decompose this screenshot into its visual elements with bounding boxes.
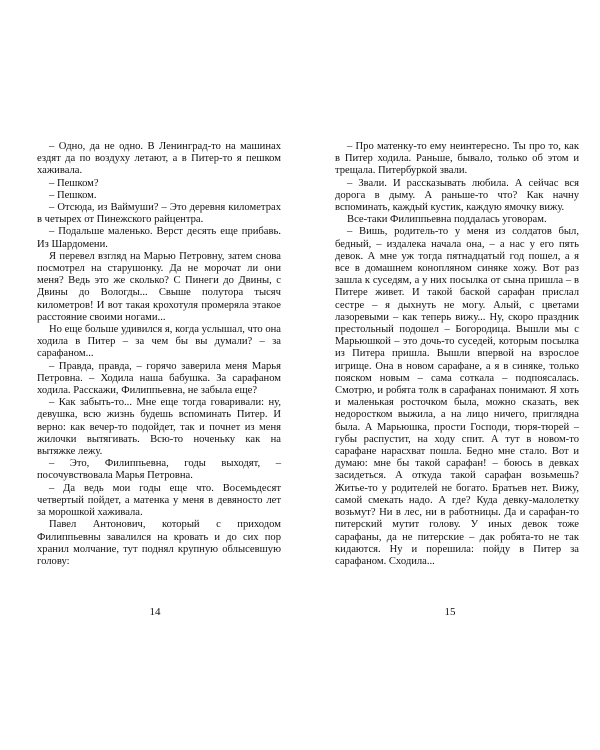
paragraph: Все-таки Филиппьевна поддалась уговорам.	[347, 214, 547, 226]
paragraph: – Да ведь мои годы еще что. Восемьдесят четвертый пойдет, а матенка у меня в девяносто лет за морошкой хаживала.	[37, 482, 281, 519]
paragraph: – Правда, правда, – горячо заверила меня Марья Петровна. – Ходила наша бабушка. За сарафаном ходила. Расскажи, Филиппьевна, не забыла еще?	[37, 360, 281, 397]
paragraph: – Вишь, родитель-то у меня из солдатов был, бедный, – издалека начала она, – а нас у его пять девок. А мне уж тогда пятнадцатый год пошел, а я все в домашнем конопляном синяке хожу. Вот раз зашла к суседям, а у них посылка от сына пришла – в Питере живет. И такой баской сарафан прислал сестре – я дыхнуть не могу. Алый, с цветами лазоревыми – как теперь вижу... Ну, скоро праздник престольный подошел – Богородица. Вышли мы с Марьюшкой – это дочь-то суседей, которым посылка из Питера пришла. Вышли впервой на взрослое игрище. Она в новом сарафане, а я в синяке, только пояском новым – сама соткала – подпоясалась. Смотрю, и робята толк в сарафанах понимают. Я хоть и маленькая росточком была, можно сказать, век недоростком выжила, а на лицо ничего, приглядна была. А Марьюшка, прости Господи, тюря-тюрей – губы распустит, на ходу спит. А тут в новом-то сарафане нарасхват пошла. Бедно мне стало. Вот и думаю: мне бы такой сарафан! – боюсь в девках засидеться. А откуда такой сарафан возьмешь? Житье-то у родителей не богато. Братьев нет. Вижу, самой смекать надо. А где? Куда девку-малолетку возьмут? Ни в лес, ни в работницы. Да и сарафан-то питерский мутит голову. У иных девок тоже сарафаны, да не питерские – дак робята-то не так кидаются. Ну и порешила: пойду в Питер за сарафаном. Сходила...	[335, 226, 579, 567]
paragraph: Я перевел взгляд на Марью Петровну, затем снова посмотрел на старушонку. Да не морочат ли они меня? Ведь это же сколько? С Пинеги до Двины, с Двины до Вологды... Свыше полутора тысяч километров! И вот такая крохотуля промеряла этакое расстояние своими ногами...	[37, 250, 281, 323]
paragraph: – Как забыть-то... Мне еще тогда говаривали: ну, девушка, всю жизнь будешь вспоминать Питер. И верно: как вечер-то подойдет, так и почнет из меня жилочки вытягивать. Всю-то ноченьку как на вытяжке лежу.	[37, 397, 281, 458]
paragraph: – Про матенку-то ему неинтересно. Ты про то, как в Питер ходила. Раньше, бывало, только об этом и трещала. Питербуркой звали.	[335, 141, 579, 177]
paragraph: Но еще больше удивился я, когда услышал, что она ходила в Питер – за чем бы вы думали? – за сарафаном...	[37, 324, 281, 360]
paragraph: – Подальше маленько. Верст десять еще прибавь. Из Шардомени.	[37, 226, 281, 250]
paragraph: – Отсюда, из Ваймуши? – Это деревня километрах в четырех от Пинежского райцентра.	[37, 202, 281, 226]
paragraph: – Это, Филиппьевна, годы выходят, – посочувствовала Марья Петровна.	[37, 458, 281, 482]
page-number: 14	[149, 606, 161, 618]
right-page	[300, 0, 600, 750]
left-page-text	[37, 141, 281, 568]
paragraph: Павел Антонович, который с приходом Филиппьевны завалился на кровать и до сих пор хранил молчание, тут поднял крупную облысевшую голову:	[37, 519, 281, 567]
paragraph: – Пешком?	[49, 177, 99, 189]
paragraph: – Пешком.	[49, 189, 97, 201]
right-page-text	[335, 141, 579, 568]
paragraph: – Одно, да не одно. В Ленинград-то на машинах ездят да по воздуху летают, а в Питер-то я пешком хаживала.	[37, 141, 281, 177]
paragraph: – Звали. И рассказывать любила. А сейчас вся дорога в дыму. А раньше-то что? Как начну вспоминать, каждый кустик, каждую ямочку вижу.	[335, 177, 579, 214]
page-number: 15	[444, 606, 456, 618]
